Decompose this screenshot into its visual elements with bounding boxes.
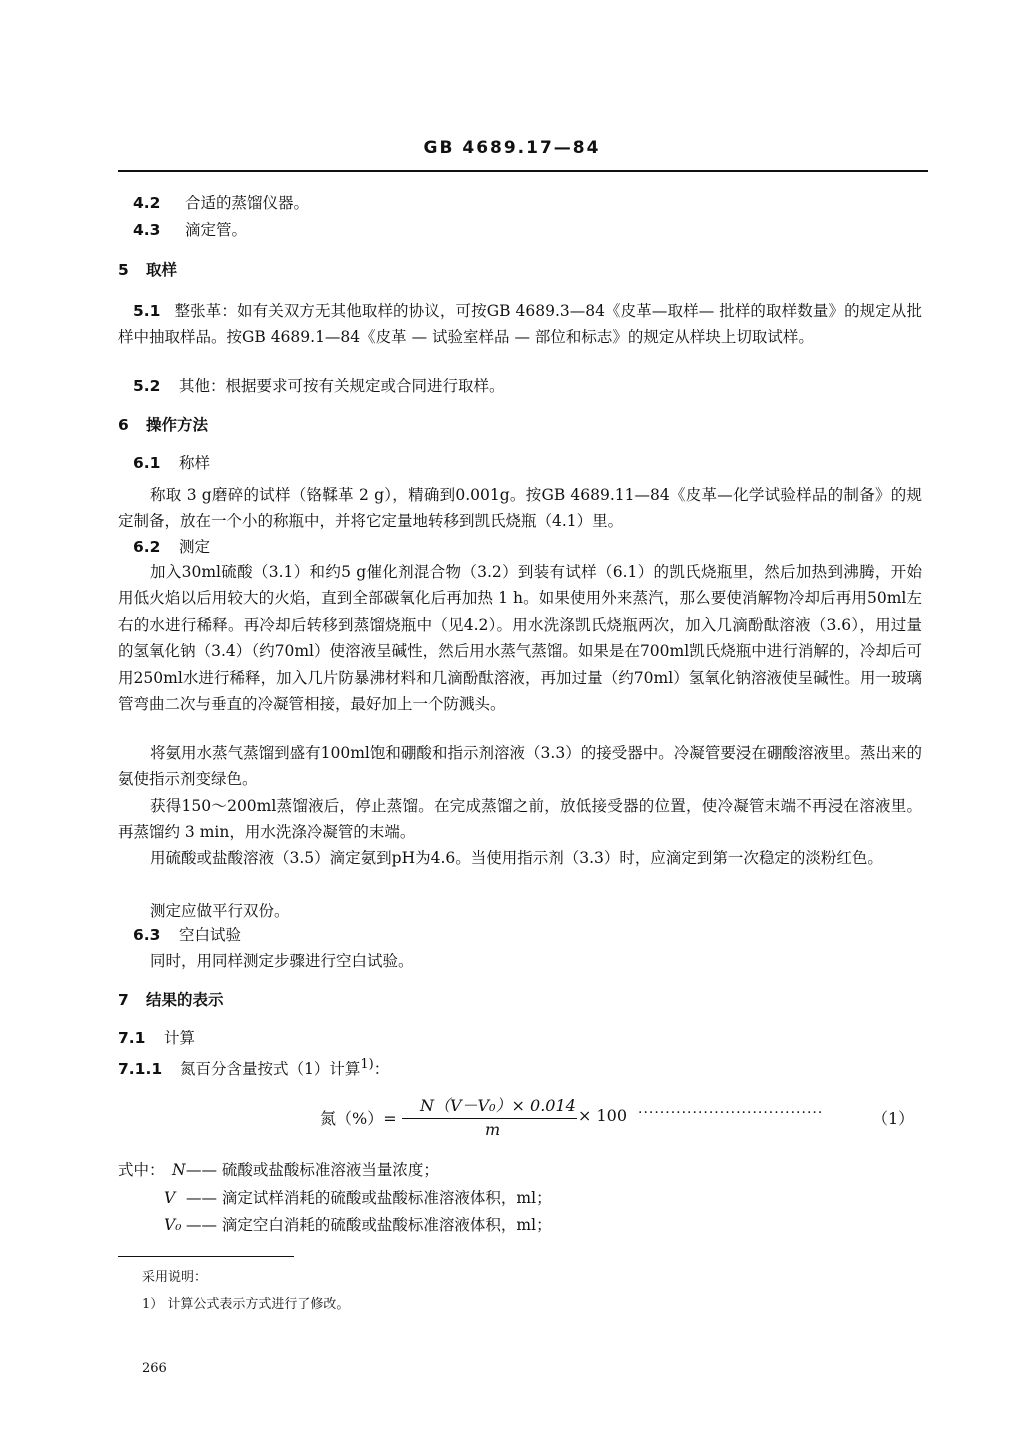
section-7-heading bbox=[118, 988, 224, 1012]
clause-text: 氮百分含量按式（1）计算 bbox=[180, 1060, 361, 1079]
item-number: 4.3 bbox=[133, 221, 161, 239]
item-text: 合适的蒸馏仪器。 bbox=[185, 194, 310, 212]
item-4-3 bbox=[133, 218, 247, 242]
formula-lhs: 氮（%）= bbox=[320, 1109, 397, 1128]
section-7-1-heading bbox=[118, 1026, 195, 1050]
section-5-1-paragraph bbox=[118, 298, 922, 351]
footnote-label: 采用说明： bbox=[142, 1270, 208, 1285]
clause-title: 称样 bbox=[179, 454, 211, 472]
header-rule bbox=[118, 170, 928, 172]
clause-text: 其他：根据要求可按有关规定或合同进行取样。 bbox=[179, 377, 505, 395]
section-6-heading bbox=[118, 413, 208, 437]
section-number: 5 bbox=[118, 261, 129, 279]
section-6-3-paragraph: 同时，用同样测定步骤进行空白试验。 bbox=[150, 952, 414, 970]
section-title: 取样 bbox=[146, 261, 178, 279]
variable-symbol: V bbox=[164, 1189, 176, 1207]
section-6-3-heading bbox=[133, 923, 241, 947]
section-6-1-paragraph: 称取 3 g磨碎的试样（铬鞣革 2 g），精确到0.001g。按GB 4689.11—84《皮革—化学试验样品的制备》的规定制备，放在一个小的称瓶中，并将它定量地转移到凯氏烧瓶（4.1）里。 bbox=[118, 486, 922, 531]
clause-title: 测定 bbox=[179, 538, 211, 556]
section-6-2-paragraph-1: 加入30ml硫酸（3.1）和约5 g催化剂混合物（3.2）到装有试样（6.1）的凯氏烧瓶里，然后加热到沸腾，开始用低火焰以后用较大的火焰，直到全部碳氧化后再加热 1 h。如果使用外来蒸汽，那么要使消解物冷却后再用50ml左右的水进行稀释。再冷却后转移到蒸馏烧瓶中（见4.2）。用水洗涤凯氏烧瓶两次，加入几滴酚酞溶液（3.6），用过量的氢氧化钠（3.4）（约70ml）使溶液呈碱性，然后用水蒸气蒸馏。如果是在700ml凯氏烧瓶中进行消解的，冷却后可用250ml水进行稀释，加入几片防暴沸材料和几滴酚酞溶液，再加过量（约70ml）氢氧化钠溶液使呈碱性。用一玻璃管弯曲二次与垂直的冷凝管相接，最好加上一个防溅头。 bbox=[118, 563, 922, 714]
variable-description: —— 硫酸或盐酸标准溶液当量浓度； bbox=[186, 1161, 439, 1179]
variable-definition-V0 bbox=[164, 1213, 552, 1237]
variable-definition-V bbox=[164, 1186, 552, 1210]
section-title: 结果的表示 bbox=[146, 991, 224, 1009]
clause-text: 整张革：如有关双方无其他取样的协议，可按GB 4689.3—84《皮革—取样— 批样的取样数量》的规定从批样中抽取样品。按GB 4689.1—84《皮革 — 试验室样品 — 部位和标志》的规定从样块上切取试样。 bbox=[118, 302, 922, 347]
document-header: GB 4689.17—84 bbox=[423, 138, 601, 158]
section-6-2-paragraph-5: 测定应做平行双份。 bbox=[150, 902, 290, 920]
section-7-1-1-line bbox=[118, 1053, 389, 1081]
item-text: 滴定管。 bbox=[185, 221, 248, 239]
section-6-2-paragraph-4: 用硫酸或盐酸溶液（3.5）滴定氨到pH为4.6。当使用指示剂（3.3）时，应滴定到第一次稳定的淡粉红色。 bbox=[150, 849, 883, 867]
formula-denominator: m bbox=[485, 1120, 501, 1139]
clause-text-end: ： bbox=[373, 1060, 390, 1079]
footnote-reference: 1) bbox=[360, 1057, 374, 1072]
clause-title: 计算 bbox=[164, 1029, 196, 1047]
section-5-heading bbox=[118, 258, 177, 282]
footnote-rule bbox=[118, 1256, 294, 1257]
clause-number: 7.1 bbox=[118, 1029, 146, 1047]
section-6-2-paragraph-2: 将氨用水蒸气蒸馏到盛有100ml饱和硼酸和指示剂溶液（3.3）的接受器中。冷凝管要浸在硼酸溶液里。蒸出来的氨使指示剂变绿色。 bbox=[118, 744, 922, 789]
footnote-text: 1） 计算公式表示方式进行了修改。 bbox=[142, 1297, 350, 1312]
item-number: 4.2 bbox=[133, 194, 161, 212]
section-number: 7 bbox=[118, 991, 129, 1009]
section-6-1-heading bbox=[133, 451, 210, 475]
formula-1 bbox=[320, 1093, 920, 1143]
clause-number: 6.2 bbox=[133, 538, 161, 556]
variable-symbol: V₀ bbox=[164, 1216, 182, 1234]
section-6-2-heading bbox=[133, 535, 210, 559]
clause-number: 7.1.1 bbox=[118, 1060, 163, 1079]
fraction-bar bbox=[402, 1118, 577, 1119]
item-4-2 bbox=[133, 191, 309, 215]
clause-number: 6.3 bbox=[133, 926, 161, 944]
where-label: 式中： bbox=[118, 1161, 165, 1179]
section-number: 6 bbox=[118, 416, 129, 434]
formula-multiplier: × 100 bbox=[578, 1106, 628, 1125]
page-number: 266 bbox=[142, 1361, 167, 1376]
section-5-2-paragraph bbox=[133, 374, 505, 398]
clause-number: 5.2 bbox=[133, 377, 161, 395]
formula-numerator: N（V－V₀）× 0.014 bbox=[420, 1096, 576, 1115]
clause-title: 空白试验 bbox=[179, 926, 242, 944]
variable-definition-N bbox=[172, 1158, 439, 1182]
formula-leader-dots: ·································· bbox=[638, 1105, 824, 1121]
clause-number: 5.1 bbox=[133, 302, 161, 320]
variable-description: —— 滴定空白消耗的硫酸或盐酸标准溶液体积，ml； bbox=[186, 1216, 552, 1234]
variable-description: —— 滴定试样消耗的硫酸或盐酸标准溶液体积，ml； bbox=[186, 1189, 552, 1207]
variable-symbol: N bbox=[172, 1161, 186, 1179]
equation-number: （1） bbox=[872, 1109, 915, 1128]
clause-number: 6.1 bbox=[133, 454, 161, 472]
section-title: 操作方法 bbox=[146, 416, 209, 434]
section-6-2-paragraph-3: 获得150～200ml蒸馏液后，停止蒸馏。在完成蒸馏之前，放低接受器的位置，使冷凝管末端不再浸在溶液里。再蒸馏约 3 min，用水洗涤冷凝管的末端。 bbox=[118, 797, 922, 842]
